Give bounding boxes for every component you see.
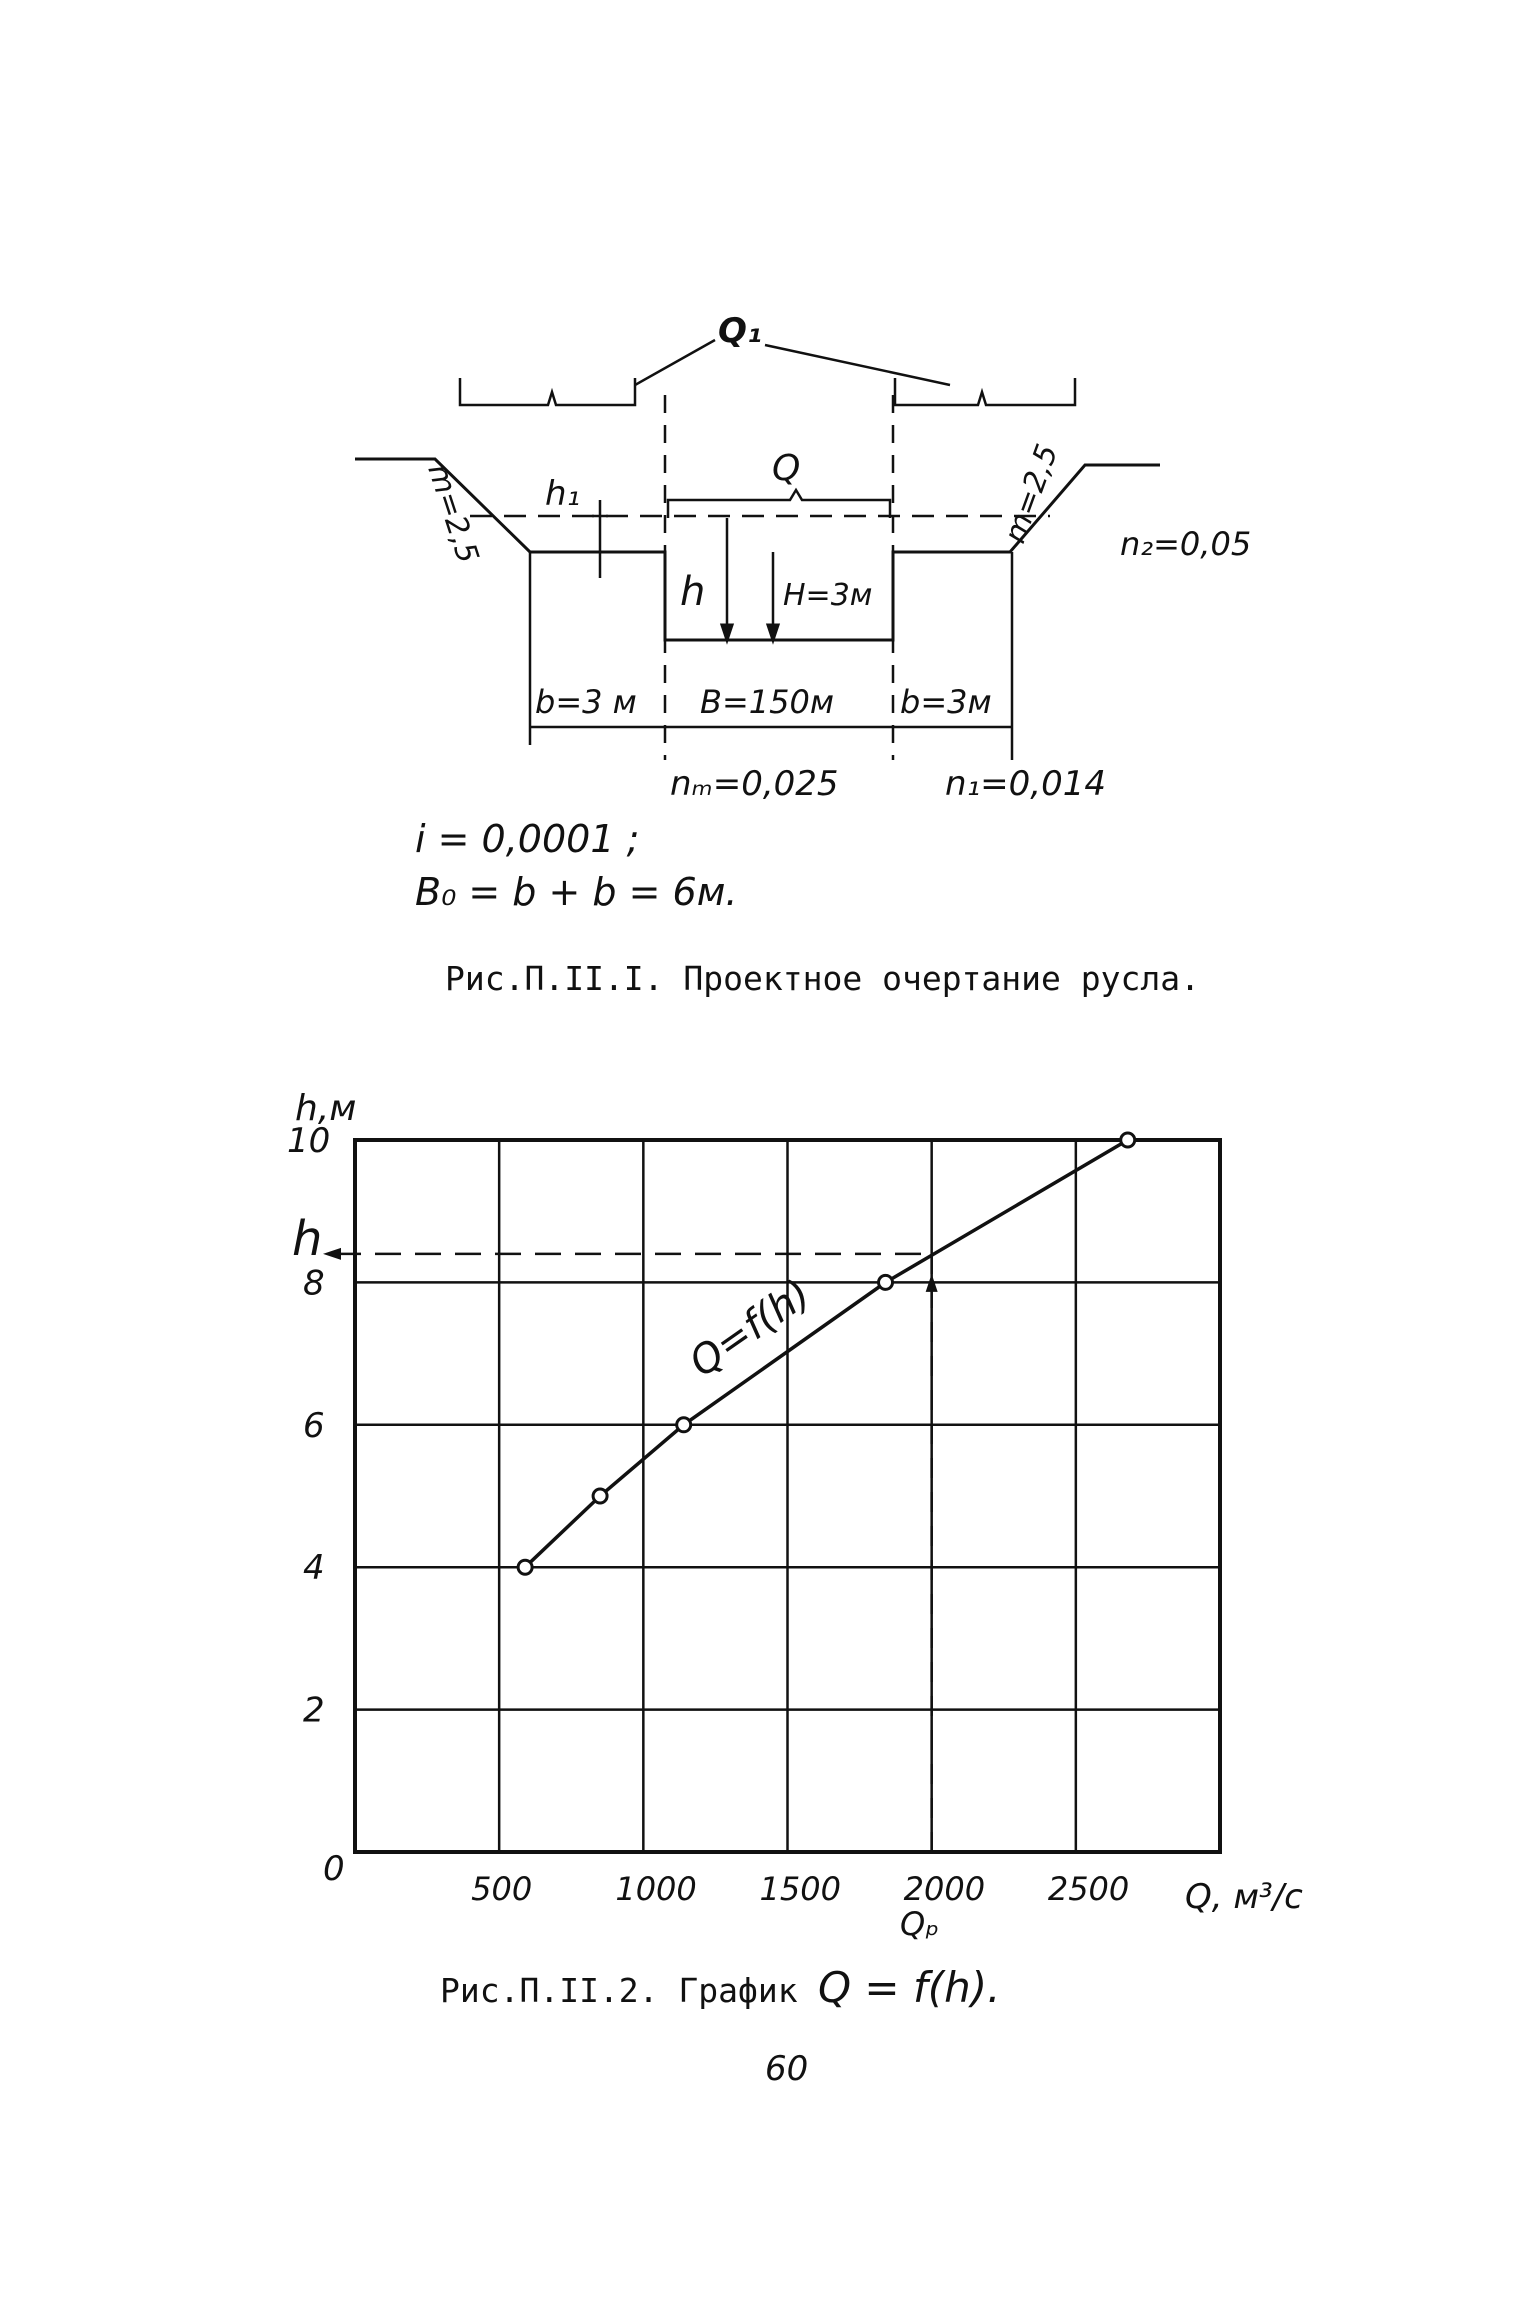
- x-tick-label: 1000: [615, 1870, 697, 1908]
- origin-label: 0: [323, 1849, 345, 1889]
- label-b-right: b=3м: [900, 683, 992, 721]
- q1-leader-left: [635, 340, 715, 385]
- label-h1: h₁: [545, 474, 581, 514]
- x-tick-label: 500: [471, 1870, 533, 1908]
- y-tick-label: 10: [287, 1121, 331, 1161]
- chart-guides: [323, 1248, 938, 1852]
- y-tick-label: 2: [303, 1690, 325, 1731]
- data-curve: [525, 1140, 1128, 1567]
- formula-i: i = 0,0001 ;: [415, 817, 640, 861]
- x-tick-label: 1500: [759, 1870, 841, 1908]
- x-tick-label: 2000: [903, 1870, 986, 1908]
- data-point-marker: [593, 1489, 607, 1503]
- label-q: Q: [772, 448, 801, 489]
- q1-leader-right: [765, 345, 950, 385]
- h-arrow-head: [722, 625, 732, 640]
- data-point-marker: [677, 1418, 691, 1432]
- y-tick-label: 4: [303, 1548, 325, 1589]
- q-bracket: [668, 490, 890, 518]
- data-point-marker: [518, 1560, 532, 1574]
- chart-series: [518, 1133, 1135, 1574]
- x-tick-label: 2500: [1047, 1870, 1130, 1908]
- label-m-left: m=2,5: [420, 459, 486, 568]
- y-tick-label: 8: [303, 1263, 325, 1304]
- figure2-caption-formula: Q = f(h).: [818, 1963, 1001, 2012]
- formula-B0: B₀ = b + b = 6м.: [415, 870, 738, 914]
- h-marker-label: h: [292, 1211, 323, 1267]
- curve-label: Q=f(h): [681, 1270, 819, 1387]
- label-h: h: [680, 569, 706, 615]
- label-B: B=150м: [700, 683, 834, 721]
- label-H: H=3м: [783, 578, 873, 613]
- label-n-m: nₘ=0,025: [670, 764, 839, 804]
- label-n2: n₂=0,05: [1120, 525, 1252, 563]
- qp-marker-label: Qₚ: [900, 1905, 939, 1943]
- H-arrow-head: [768, 625, 778, 640]
- q1-bracket-left: [460, 378, 635, 405]
- figure2-caption-prefix: Рис.П.II.2. График: [440, 1971, 798, 2010]
- chart-grid: [355, 1140, 1220, 1852]
- figure1-caption: Рис.П.II.I. Проектное очертание русла.: [445, 959, 1200, 998]
- y-tick-label: 6: [303, 1405, 325, 1446]
- label-q1: Q₁: [718, 311, 762, 351]
- channel-labels: [415, 311, 1251, 914]
- chart-ticks: [287, 1121, 1129, 1908]
- label-m-right: m=2,5: [997, 439, 1066, 548]
- q1-bracket-right: [895, 378, 1075, 405]
- data-point-marker: [1121, 1133, 1135, 1147]
- data-point-marker: [879, 1275, 893, 1289]
- x-axis-label: Q, м³/с: [1185, 1877, 1303, 1917]
- y-axis-label: h,м: [295, 1088, 357, 1129]
- label-n1: n₁=0,014: [945, 764, 1107, 804]
- design-h-arrow: [323, 1248, 341, 1260]
- page-number: 60: [765, 2049, 809, 2089]
- label-b-left: b=3 м: [535, 683, 637, 721]
